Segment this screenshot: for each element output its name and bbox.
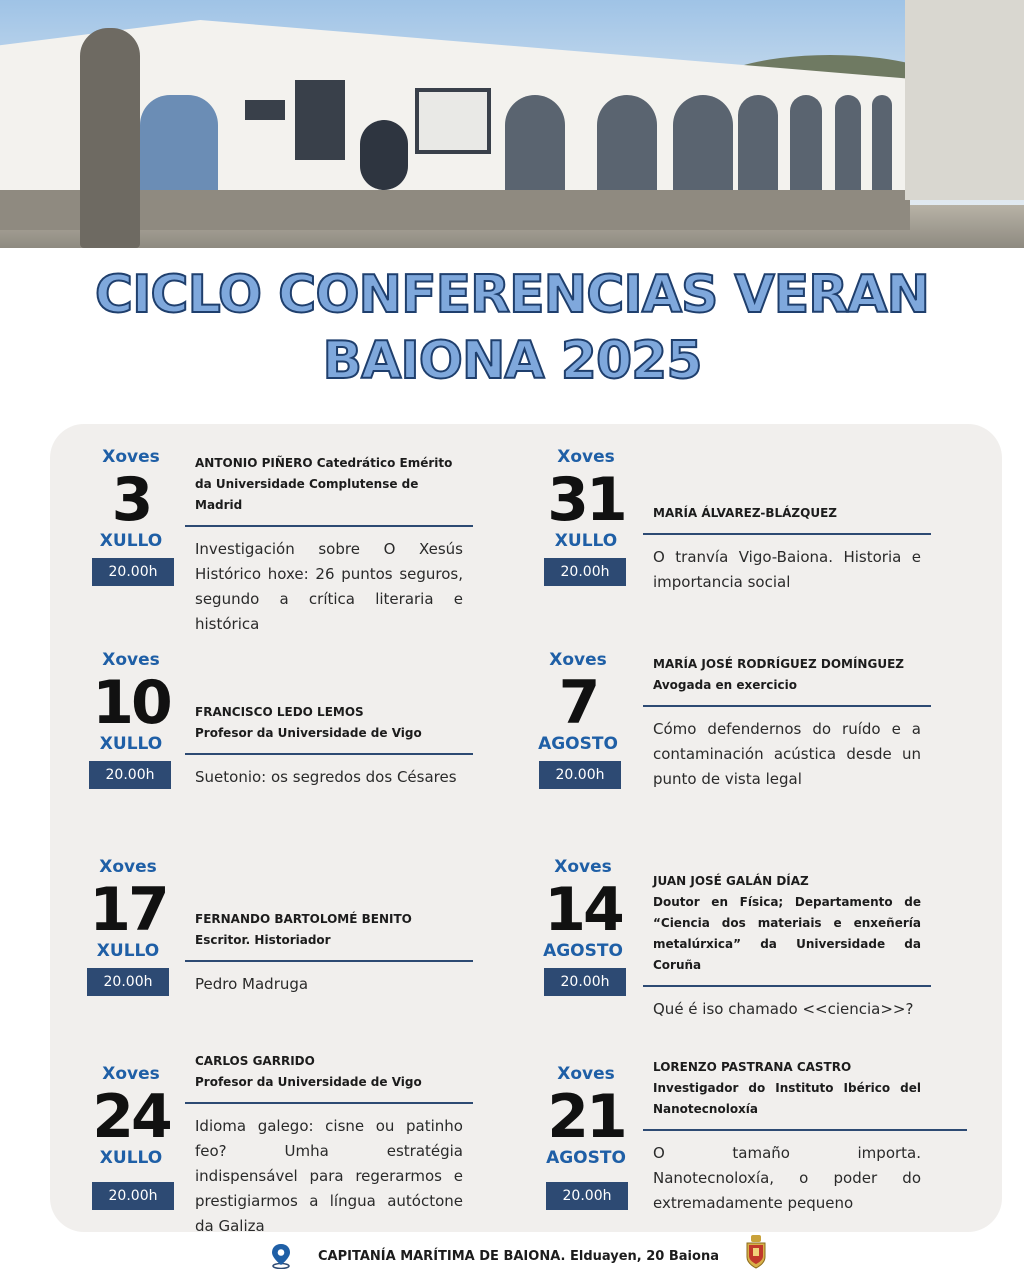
time-badge: 20.00h <box>539 761 621 789</box>
divider <box>185 960 473 962</box>
month: XULLO <box>99 1148 163 1168</box>
event-date <box>76 650 186 754</box>
venue-name: CAPITANÍA MARÍTIMA DE BAIONA. <box>318 1249 566 1264</box>
title-line-2: BAIONA 2025 <box>322 331 702 391</box>
talk-title: Investigación sobre O Xesús Histórico hoxe: 26 puntos seguros, segundo a crítica literaria e histórica <box>195 540 463 633</box>
weekday: Xoves <box>557 447 615 467</box>
event-info <box>195 909 463 997</box>
event-info <box>653 654 921 792</box>
weekday: Xoves <box>102 650 160 670</box>
event-date <box>76 1064 186 1168</box>
event-date <box>531 447 641 551</box>
speaker-role: Avogada en exercicio <box>653 678 797 692</box>
month: AGOSTO <box>538 734 618 754</box>
title-line-1: CICLO CONFERENCIAS VERAN <box>94 265 930 325</box>
weekday: Xoves <box>99 857 157 877</box>
event-info <box>195 702 463 790</box>
speaker-name: LORENZO PASTRANA CASTRO <box>653 1060 852 1074</box>
weekday: Xoves <box>557 1064 615 1084</box>
time-badge: 20.00h <box>544 558 626 586</box>
month: AGOSTO <box>543 941 623 961</box>
day-number: 24 <box>92 1082 170 1152</box>
venue-address <box>318 1249 719 1264</box>
day-number: 3 <box>111 465 151 535</box>
month: XULLO <box>554 531 618 551</box>
footer <box>0 1243 1024 1273</box>
talk-title: Qué é iso chamado <<ciencia>>? <box>653 1000 914 1018</box>
divider <box>185 1102 473 1104</box>
time-badge: 20.00h <box>87 968 169 996</box>
divider <box>643 533 931 535</box>
divider <box>643 1129 967 1131</box>
speaker-role: Doutor en Física; Departamento de “Ciencia dos materiais e enxeñería metalúrxica” da Universidade da Coruña <box>653 895 921 972</box>
speaker-name: FRANCISCO LEDO LEMOS <box>195 705 364 719</box>
event-info <box>653 871 921 1022</box>
talk-title: Pedro Madruga <box>195 975 309 993</box>
event-date <box>523 650 633 754</box>
map-pin-icon <box>270 1243 292 1269</box>
time-badge: 20.00h <box>89 761 171 789</box>
speaker-role: Profesor da Universidade de Vigo <box>195 1075 422 1089</box>
month: XULLO <box>99 734 163 754</box>
day-number: 21 <box>547 1082 625 1152</box>
divider <box>643 985 931 987</box>
event-info <box>195 1051 463 1239</box>
time-badge: 20.00h <box>92 1182 174 1210</box>
time-badge: 20.00h <box>92 558 174 586</box>
event-info <box>653 503 921 595</box>
day-number: 10 <box>92 668 170 738</box>
event-info <box>653 1057 921 1216</box>
time-badge: 20.00h <box>544 968 626 996</box>
event-date <box>76 447 186 551</box>
speaker-name: MARÍA ÁLVAREZ-BLÁZQUEZ <box>653 506 837 520</box>
month: XULLO <box>96 941 160 961</box>
day-number: 17 <box>89 875 167 945</box>
event-date <box>531 1064 641 1168</box>
day-number: 14 <box>544 875 622 945</box>
speaker-name: FERNANDO BARTOLOMÉ BENITO <box>195 912 412 926</box>
time-badge: 20.00h <box>546 1182 628 1210</box>
speaker-name: CARLOS GARRIDO <box>195 1054 315 1068</box>
speaker-name: ANTONIO PIÑERO Catedrático Emérito da Universidade Complutense de Madrid <box>195 456 453 512</box>
divider <box>185 525 473 527</box>
event-info <box>195 453 463 637</box>
month: XULLO <box>99 531 163 551</box>
event-date <box>528 857 638 961</box>
speaker-name: MARÍA JOSÉ RODRÍGUEZ DOMÍNGUEZ <box>653 657 904 671</box>
weekday: Xoves <box>102 447 160 467</box>
talk-title: Suetonio: os segredos dos Césares <box>195 768 457 786</box>
street-address: Elduayen, 20 Baiona <box>569 1249 719 1264</box>
divider <box>185 753 473 755</box>
day-number: 31 <box>547 465 625 535</box>
talk-title: O tamaño importa. Nanotecnoloxía, o poder do extremadamente pequeno <box>653 1144 921 1212</box>
header-photo <box>0 0 1024 248</box>
day-number: 7 <box>558 668 598 738</box>
event-date <box>73 857 183 961</box>
weekday: Xoves <box>549 650 607 670</box>
month: AGOSTO <box>546 1148 626 1168</box>
weekday: Xoves <box>554 857 612 877</box>
municipal-crest-icon <box>745 1235 767 1271</box>
speaker-role: Escritor. Historiador <box>195 933 331 947</box>
talk-title: Idioma galego: cisne ou patinho feo? Umha estratégia indispensável para regerarmos e prestigiarmos a língua autóctone da Galiza <box>195 1117 463 1235</box>
speaker-role: Profesor da Universidade de Vigo <box>195 726 422 740</box>
talk-title: Cómo defendernos do ruído e a contaminación acústica desde un punto de vista legal <box>653 720 921 788</box>
poster-title <box>0 262 1024 394</box>
speaker-role: Investigador do Instituto Ibérico del Nanotecnoloxía <box>653 1081 921 1116</box>
weekday: Xoves <box>102 1064 160 1084</box>
speaker-name: JUAN JOSÉ GALÁN DÍAZ <box>653 874 809 888</box>
talk-title: O tranvía Vigo-Baiona. Historia e importancia social <box>653 548 921 591</box>
divider <box>643 705 931 707</box>
